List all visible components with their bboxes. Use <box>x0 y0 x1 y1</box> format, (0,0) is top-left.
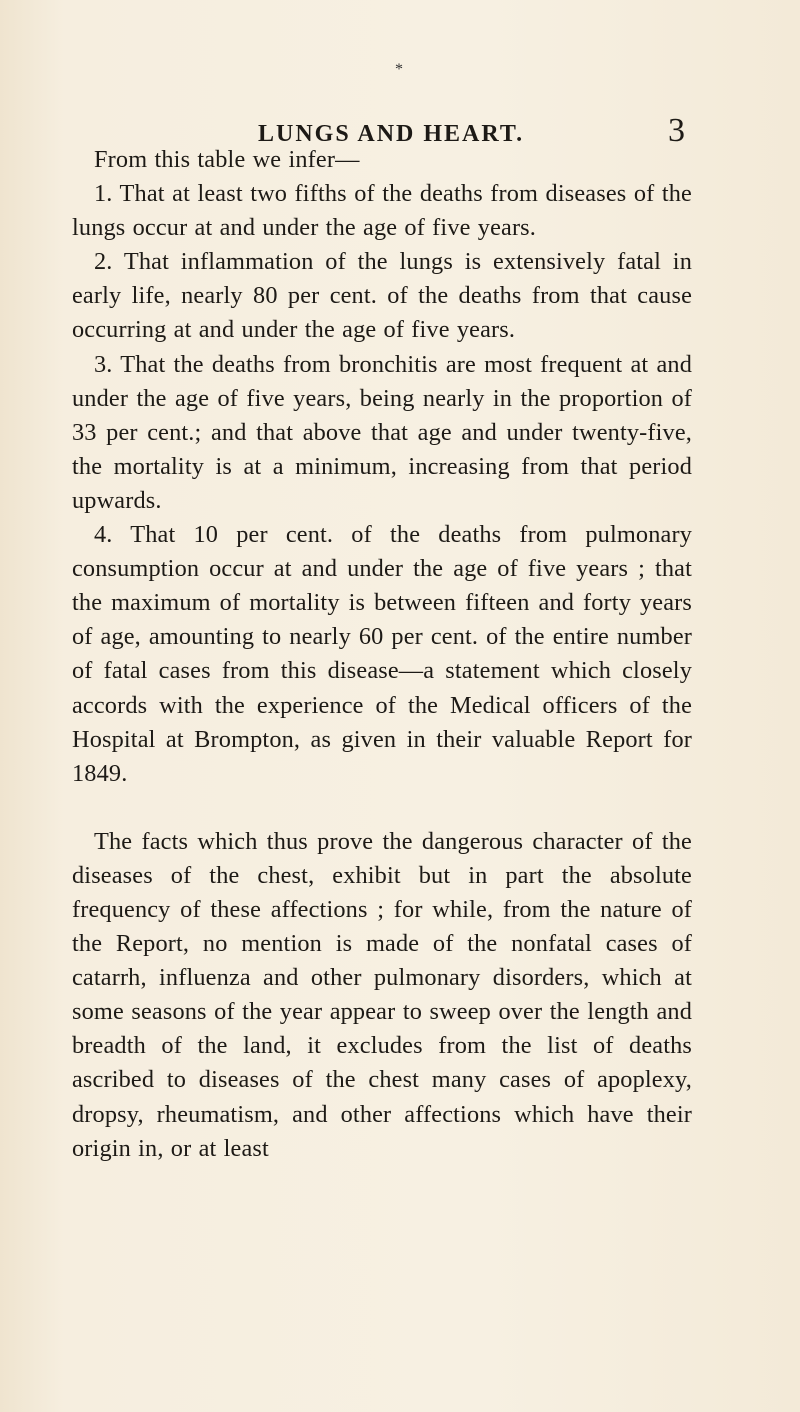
closing-paragraph: The facts which thus prove the dangerous character of the diseases of the chest, exhibit but in part the absolute frequency of these affections ; for while, from the nature of the Report, no mention is made of the nonfatal cases of catarrh, influenza and other pulmonary disorders, which at some seasons of the year appear to sweep over the length and breadth of the land, it excludes from the list of deaths ascribed to diseases of the chest many cases of apoplexy, dropsy, rheumatism, and other affections which have their origin in, or at least <box>72 827 692 1162</box>
body-text <box>72 143 692 1166</box>
list-item-3: 3. That the deaths from bronchitis are most frequent at and under the age of five years, being nearly in the proportion of 33 per cent.; and that above that age and under twenty-five, the mortality is at a minimum, increasing from that period upwards. <box>72 350 692 514</box>
page-number: 3 <box>668 112 685 149</box>
list-item-1: 1. That at least two fifths of the deaths from diseases of the lungs occur at and under the age of five years. <box>72 180 692 242</box>
list-item-2: 2. That inflammation of the lungs is extensively fatal in early life, nearly 80 per cent. of the deaths from that cause occurring at and under the age of five years. <box>72 248 692 344</box>
running-head: LUNGS AND HEART. <box>258 121 525 147</box>
list-item-4: 4. That 10 per cent. of the deaths from pulmonary consumption occur at and under the age of five years ; that the maximum of mortality is between fifteen and forty years of age, amounting to nearly 60 per cent. of the entire number of fatal cases from this disease—a statement which closely accords with the experience of the Medical officers of the Hospital at Brompton, as given in their valuable Report for 1849. <box>72 521 692 787</box>
intro-line: From this table we infer— <box>94 146 360 173</box>
printer-mark: * <box>395 61 403 78</box>
